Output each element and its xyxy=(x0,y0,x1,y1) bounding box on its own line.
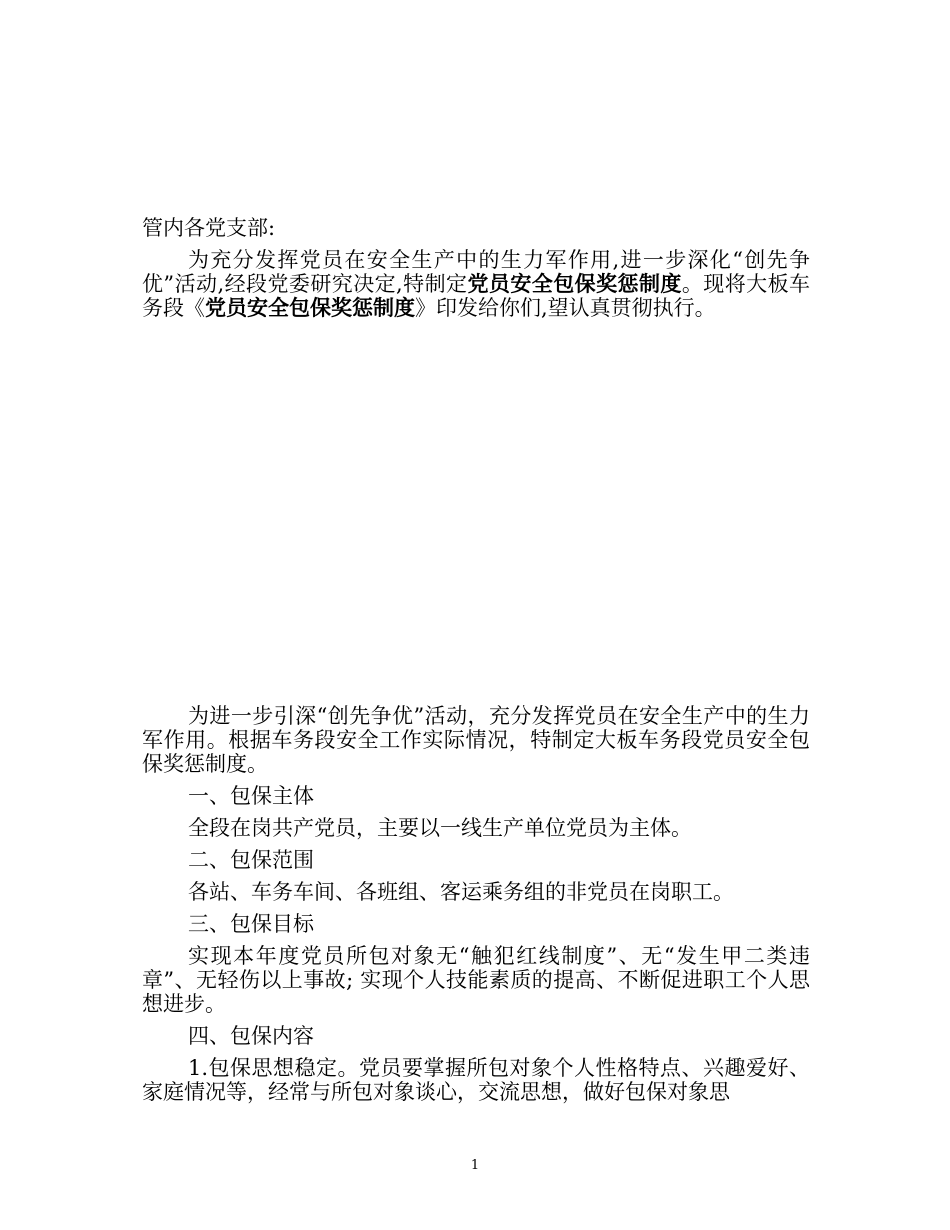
section-heading: 四、包保内容 xyxy=(188,1024,314,1048)
section-text: 实现本年度党员所包对象无“触犯红线制度”、无“发生甲二类违章”、无轻伤以上事故; 实现个人技能素质的提高、不断促进职工个人思想进步。 xyxy=(142,944,810,1016)
section-text: 全段在岗共产党员，主要以一线生产单位党员为主体。 xyxy=(188,816,692,840)
section-text: 各站、车务车间、各班组、客运乘务组的非党员在岗职工。 xyxy=(188,880,734,904)
regulation-title-bold-2: 党员安全包保奖惩制度 xyxy=(205,295,415,320)
preface-paragraph: 为进一步引深“创先争优”活动，充分发挥党员在安全生产中的生力军作用。根据车务段安全工作实际情况，特制定大板车务段党员安全包保奖惩制度。 xyxy=(142,704,810,776)
section-heading: 二、包保范围 xyxy=(188,848,314,872)
notice-intro-text-2: 。现将大板车务段《 xyxy=(142,272,811,320)
notice-intro-text-3: 》印发给你们,望认真贯彻执行。 xyxy=(415,296,716,320)
addressee: 管内各党支部: xyxy=(142,216,276,240)
notice-block xyxy=(142,216,810,328)
section-heading: 一、包保主体 xyxy=(188,784,314,808)
section-heading: 三、包保目标 xyxy=(188,912,314,936)
page-number: 1 xyxy=(470,1158,480,1173)
regulation-title-bold-1: 党员安全包保奖惩制度 xyxy=(467,271,682,296)
notice-intro-paragraph xyxy=(142,248,810,320)
section-text: 1.包保思想稳定。党员要掌握所包对象个人性格特点、兴趣爱好、家庭情况等，经常与所包对象谈心，交流思想，做好包保对象思 xyxy=(142,1056,810,1104)
notice-intro-text-1: 为充分发挥党员在安全生产中的生力军作用,进一步深化“创先争优”活动,经段党委研究决定,特制定 xyxy=(142,248,810,296)
regulation-body xyxy=(142,704,810,1112)
